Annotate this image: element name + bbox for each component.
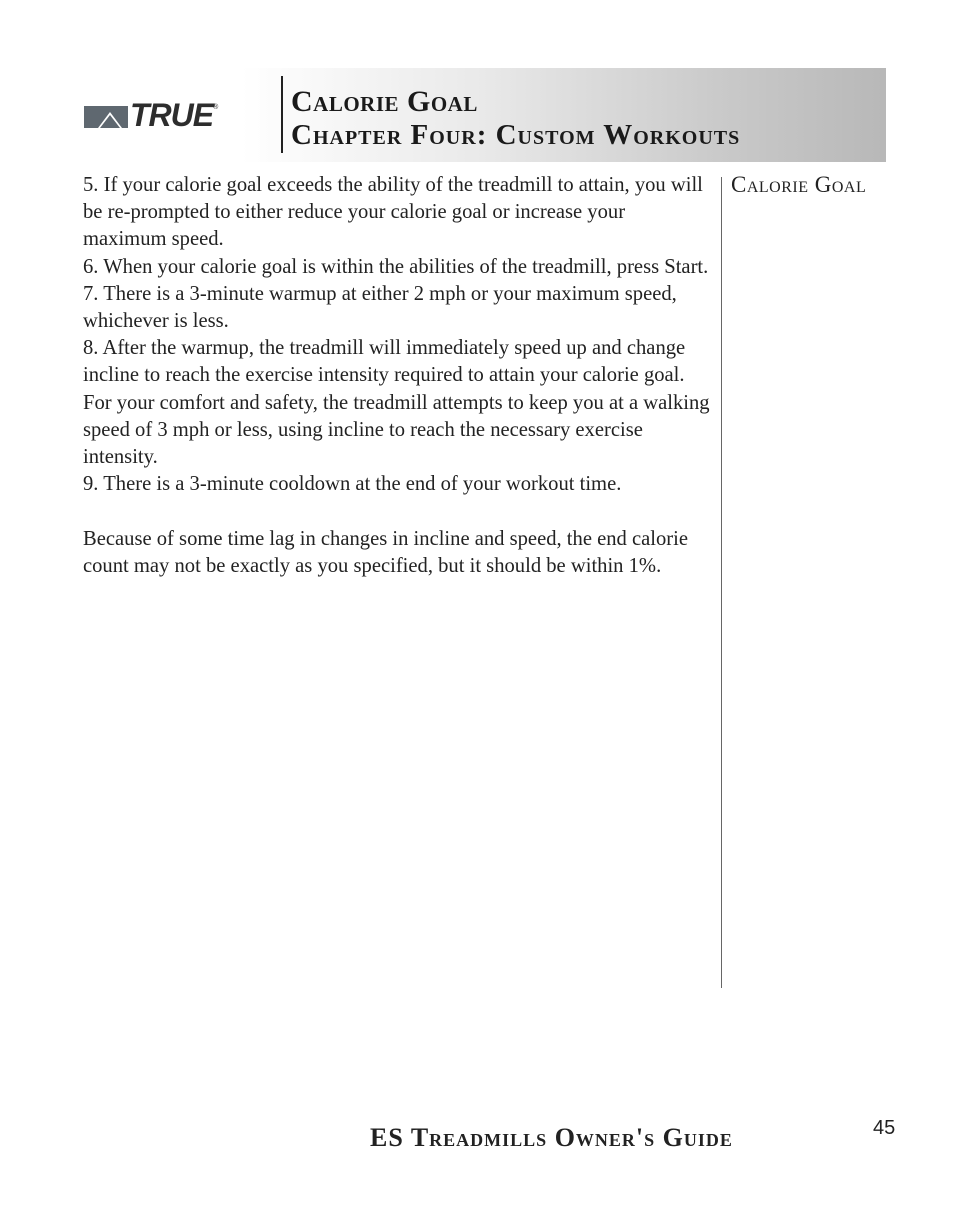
paragraph-note: Because of some time lag in changes in incline and speed, the end calorie count may not be exactly as you specified, but it should be within 1%. (83, 527, 689, 577)
paragraph-step-7: 7. There is a 3-minute warmup at either 2 mph or your maximum speed, whichever is less. (83, 282, 677, 333)
paragraph-step-9: 9. There is a 3-minute cooldown at the end of your workout time. (83, 473, 622, 496)
paragraph-gap (83, 498, 713, 525)
body-text (83, 172, 713, 580)
paragraph-step-6: 6. When your calorie goal is within the abilities of the treadmill, press Start. (83, 255, 709, 278)
true-logo-mark-icon (84, 102, 128, 128)
paragraph-step-5: 5. If your calorie goal exceeds the ability of the treadmill to attain, you will be re-prompted to either reduce your calorie goal or increase your maximum speed. (83, 174, 703, 251)
sidebar-divider (721, 177, 722, 988)
paragraph-step-8: 8. After the warmup, the treadmill will immediately speed up and change incline to reach the exercise intensity required to attain your calorie goal. For your comfort and safety, the treadmill attempts to keep you at a walking speed of 3 mph or less, using incline to reach the necessary exercise intensity. (83, 337, 710, 469)
header-divider (281, 76, 283, 153)
logo-trademark: ® (213, 104, 219, 111)
guide-title: ES Treadmills Owner's Guide (370, 1123, 733, 1152)
sidebar-section-label: Calorie Goal (731, 172, 867, 197)
page-title: Calorie Goal (291, 85, 478, 118)
page-number: 45 (873, 1117, 896, 1139)
logo-text: TRUE (130, 97, 214, 133)
true-logo (84, 97, 219, 133)
chapter-subtitle: Chapter Four: Custom Workouts (291, 119, 741, 151)
